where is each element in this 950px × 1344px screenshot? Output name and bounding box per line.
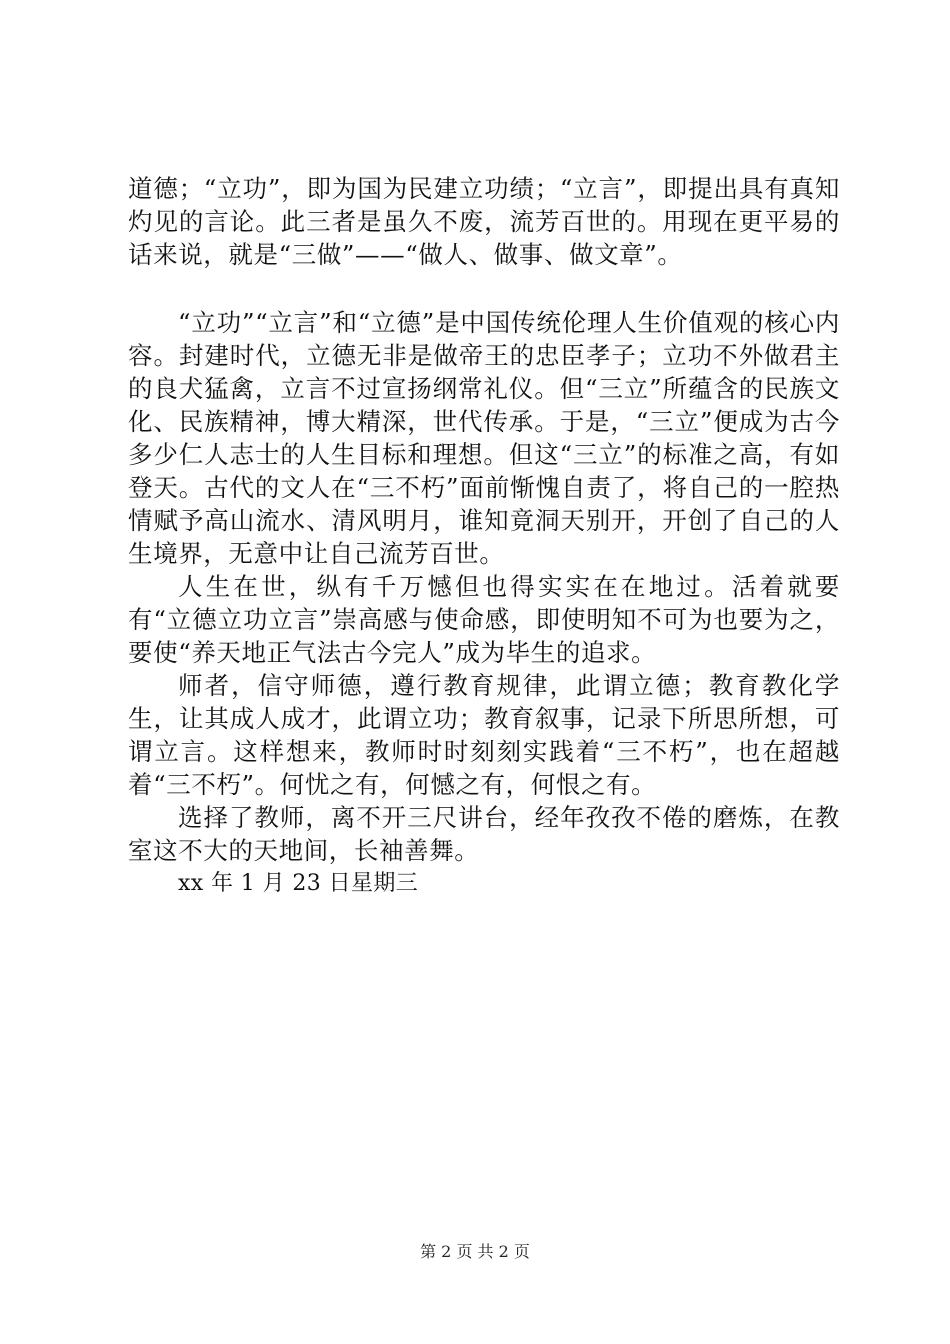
paragraph-three-immortals: “立功”“立言”和“立德”是中国传统伦理人生价值观的核心内容。封建时代，立德无非是做帝王的忠臣孝子；立功不外做君主的良犬猛禽，立言不过宣扬纲常礼仪。但“三立”所蕴含的民族文化、民族精神，博大精深，世代传承。于是，“三立”便成为古今多少仁人志士的人生目标和理想。但这“三立”的标准之高，有如登天。古代的文人在“三不朽”面前惭愧自责了，将自己的一腔热情赋予高山流水、清风明月，谁知竟洞天别开，开创了自己的人生境界，无意中让自己流芳百世。 (128, 308, 840, 568)
document-body (128, 172, 840, 900)
paragraph-life: 人生在世，纵有千万憾但也得实实在在地过。活着就要有“立德立功立言”崇高感与使命感，即使明知不可为也要为之，要使“养天地正气法古今完人”成为毕生的追求。 (128, 572, 840, 667)
paragraph-teacher: 师者，信守师德，遵行教育规律，此谓立德；教育教化学生，让其成人成才，此谓立功；教育叙事，记录下所思所想，可谓立言。这样想来，教师时时刻刻实践着“三不朽”，也在超越着“三不朽”。何忧之有，何憾之有，何恨之有。 (128, 671, 840, 799)
page-footer: 第 2 页 共 2 页 (420, 1242, 530, 1261)
paragraph-choice: 选择了教师，离不开三尺讲台，经年孜孜不倦的磨炼，在教室这不大的天地间，长袖善舞。 (128, 803, 840, 865)
document-date: xx 年 1 月 23 日星期三 (178, 871, 419, 896)
paragraph-continuation: 道德；“立功”，即为国为民建立功绩；“立言”，即提出具有真知灼见的言论。此三者是虽久不废，流芳百世的。用现在更平易的话来说，就是“三做”——“做人、做事、做文章”。 (128, 174, 840, 269)
